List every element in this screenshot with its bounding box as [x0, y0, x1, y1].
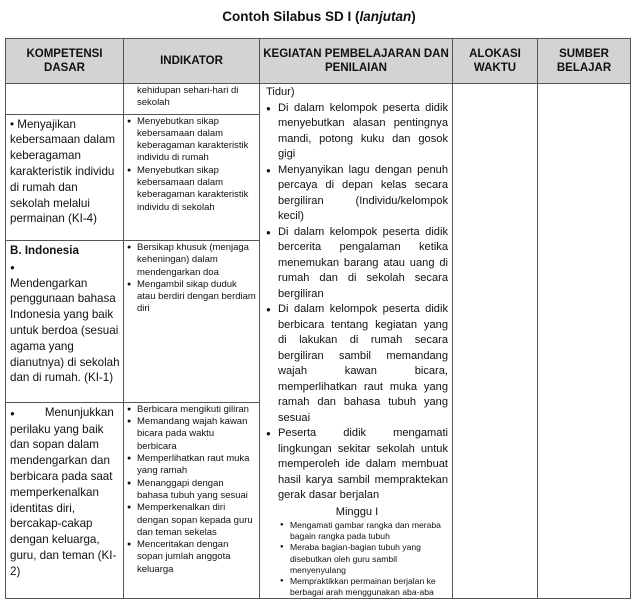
kd-text: ●Mendengarkan penggunaan bahasa Indonesia yang baik untuk berdoa (sesuai agama yang dianutnya) di sekolah dan di rumah. (KI-1) — [10, 262, 120, 385]
indicator-cell-continuation — [124, 84, 260, 115]
list-item: ● Meraba bagian-bagian tubuh yang disebutkan oleh guru sambil menyenyulang — [280, 542, 448, 576]
list-item: ● Di dalam kelompok peserta didik menyebutkan alasan pentingnya mandi, potong kuku dan gosok gigi — [266, 101, 448, 163]
header-kompetensi: KOMPETENSI DASAR — [6, 39, 124, 84]
kd-cell-empty — [6, 84, 124, 115]
kegiatan-cell — [260, 84, 453, 599]
page-title: Contoh Silabus SD I (lanjutan) — [222, 9, 416, 24]
list-item: ● Menanggapi dengan bahasa tubuh yang sesuai — [127, 478, 256, 503]
list-item: ● Memandang wajah kawan bicara pada waktu berbicara — [127, 416, 256, 453]
header-kegiatan: KEGIATAN PEMBELAJARAN DAN PENILAIAN — [260, 39, 453, 84]
kd-text: ● Menunjukkan perilaku yang baik dan sopan dalam mendengarkan dan berbicara pada saat memperkenalkan identitas diri, bercakap-cakap dengan keluarga, guru, dan teman (KI-2) — [10, 405, 117, 578]
list-item: ● Di dalam kelompok peserta didik berbicara tentang kegiatan yang di lakukan di rumah secara bergiliran sambil memandang wajah kawan bicara, memperlihatkan raut muka yang ramah dan bahasa tubuh yang sesuai — [266, 302, 448, 426]
alokasi-cell — [453, 84, 538, 599]
list-item: ● Mengamati gambar rangka dan meraba bagain rangka pada tubuh — [280, 520, 448, 542]
kd-cell — [6, 240, 124, 402]
list-item: ● Berbicara mengikuti giliran — [127, 404, 256, 416]
header-row — [6, 39, 631, 84]
list-item: ● Bersikap khusuk (menjaga keheningan) dalam mendengarkan doa — [127, 242, 256, 279]
list-item: ● Mengambil sikap duduk atau berdiri dengan berdiam diri — [127, 279, 256, 316]
kd-heading: B. Indonesia — [10, 243, 79, 257]
header-alokasi: ALOKASI WAKTU — [453, 39, 538, 84]
list-item: ● Menyebutkan sikap kebersamaan dalam keberagaman karakteristik individu di rumah — [127, 116, 256, 165]
kd-cell — [6, 114, 124, 240]
list-item: ● Memperlihatkan raut muka yang ramah — [127, 453, 256, 478]
kegiatan-lead: Tidur) — [266, 86, 295, 98]
list-item: ● Memperkenalkan diri dengan sopan kepada guru dan teman sekelas — [127, 502, 256, 539]
header-indikator: INDIKATOR — [124, 39, 260, 84]
header-sumber: SUMBER BELAJAR — [538, 39, 631, 84]
kd-cell — [6, 402, 124, 599]
syllabus-table — [5, 38, 631, 599]
list-item: ● Di dalam kelompok peserta didik bercerita pengalaman ketika menemukan barang atau uang di rumah dan di sekolah secara bergiliran — [266, 225, 448, 303]
list-item: ● Menyanyikan lagu dengan penuh percaya di depan kelas secara bergiliran (Individu/kelompok kecil) — [266, 163, 448, 225]
indicator-text: kehidupan sehari-hari di sekolah — [137, 85, 239, 109]
list-item: ● Menceritakan dengan sopan jumlah anggota keluarga — [127, 539, 256, 576]
list-item: ● Mempraktikkan permainan berjalan ke berbagai arah menggunakan aba-aba — [280, 576, 448, 598]
minggu-heading: Minggu I — [335, 505, 379, 518]
indicator-cell — [124, 114, 260, 240]
sumber-cell — [538, 84, 631, 599]
table-row — [6, 84, 631, 115]
indicator-cell — [124, 240, 260, 402]
list-item: ● Menyebutkan sikap kebersamaan dalam keberagaman karakteristik individu di sekolah — [127, 165, 256, 214]
kd-text: • Menyajikan kebersamaan dalam keberagaman karakteristik individu di rumah dan sekolah melalui permainan (KI-4) — [10, 117, 116, 226]
list-item: ● Peserta didik mengamati lingkungan sekitar sekolah untuk memperoleh ide dalam membuat hasil karya sambil mempraktekan gerak dasar berjalan — [266, 426, 448, 504]
indicator-cell — [124, 402, 260, 599]
